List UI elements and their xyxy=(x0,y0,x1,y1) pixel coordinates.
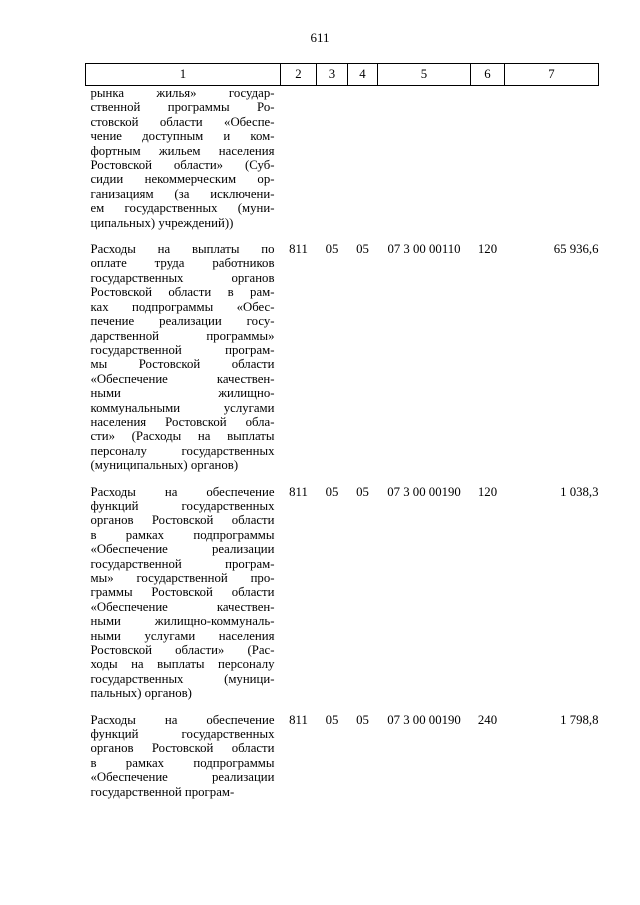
description-line: органов Ростовской области xyxy=(90,741,275,756)
description-line: (муниципальных) органов) xyxy=(90,458,239,473)
expense-type-code xyxy=(471,86,505,243)
description-line: оплате труда работников xyxy=(90,256,275,271)
description-line: мы Ростовской области xyxy=(90,357,275,372)
description-line: ственной программы Ро- xyxy=(90,100,275,115)
expense-type-code: 240 xyxy=(477,712,498,727)
section-code: 05 xyxy=(325,242,339,257)
expense-type-code: 120 xyxy=(477,484,498,499)
ministry-code: 811 xyxy=(289,484,308,499)
description-line: сидии некоммерческим ор- xyxy=(90,172,275,187)
table-row xyxy=(86,485,599,713)
description-line: функций государственных xyxy=(90,727,275,742)
description-line: ными услугами населения xyxy=(90,628,275,643)
description-line: граммы Ростовской области xyxy=(90,585,275,600)
description-line: сти» (Расходы на выплаты xyxy=(90,429,275,444)
target-article-code: 07 3 00 00190 xyxy=(387,712,461,727)
description-line: Расходы на выплаты по xyxy=(90,242,275,257)
target-article-code xyxy=(378,86,471,243)
description-line: «Обеспечение реализации xyxy=(90,770,275,785)
section-code: 05 xyxy=(325,484,339,499)
description-line: государственных (муници- xyxy=(90,671,275,686)
description-line: государственной програм- xyxy=(90,342,275,357)
description-line: печение реализации госу- xyxy=(90,314,275,329)
description-line: в рамках подпрограммы xyxy=(90,755,275,770)
page-number: 611 xyxy=(310,30,330,45)
header-col-7: 7 xyxy=(505,64,599,86)
description-line: государственной програм- xyxy=(90,556,275,571)
description-line: фортным жильем населения xyxy=(90,143,275,158)
header-col-4: 4 xyxy=(348,64,378,86)
header-col-6: 6 xyxy=(471,64,505,86)
description-line: Расходы на обеспечение xyxy=(90,484,275,499)
ministry-code: 811 xyxy=(289,712,308,727)
section-code: 05 xyxy=(325,712,339,727)
description-line: в рамках подпрограммы xyxy=(90,527,275,542)
description-line: ем государственных (муни- xyxy=(90,201,275,216)
description-line: государственной програм- xyxy=(90,784,235,799)
row-description xyxy=(86,86,281,243)
description-line: функций государственных xyxy=(90,498,275,513)
amount: 1 038,3 xyxy=(560,484,599,499)
row-description xyxy=(86,242,281,485)
header-col-2: 2 xyxy=(281,64,317,86)
row-description xyxy=(86,485,281,713)
description-line: органов Ростовской области xyxy=(90,513,275,528)
ministry-code: 811 xyxy=(289,242,308,257)
description-line: ципальных) учреждений)) xyxy=(90,215,234,230)
description-line: ными жилищно- xyxy=(90,386,275,401)
ministry-code xyxy=(281,86,317,243)
description-line: дарственной программы» xyxy=(90,328,275,343)
description-line: персоналу государственных xyxy=(90,443,275,458)
description-line: рынка жилья» государ- xyxy=(90,86,275,100)
table-header-row xyxy=(86,64,599,86)
description-line: Ростовской области» (Рас- xyxy=(90,643,275,658)
table-row xyxy=(86,242,599,485)
description-line: ках подпрограммы «Обес- xyxy=(90,299,275,314)
amount xyxy=(505,86,599,243)
description-line: чение доступным и ком- xyxy=(90,129,275,144)
description-line: Расходы на обеспечение xyxy=(90,712,275,727)
header-col-5: 5 xyxy=(378,64,471,86)
description-line: стовской области «Обеспе- xyxy=(90,114,275,129)
description-line: мы» государственной про- xyxy=(90,571,275,585)
header-col-3: 3 xyxy=(317,64,348,86)
target-article-code: 07 3 00 00110 xyxy=(387,242,461,257)
section-code xyxy=(317,86,348,243)
table-row xyxy=(86,713,599,811)
header-col-1: 1 xyxy=(86,64,281,86)
amount: 1 798,8 xyxy=(560,712,599,727)
description-line: ными жилищно-коммуналь- xyxy=(90,614,275,629)
expense-type-code: 120 xyxy=(477,242,498,257)
amount: 65 936,6 xyxy=(553,242,599,257)
description-line: коммунальными услугами xyxy=(90,400,275,415)
description-line: ганизациям (за исключени- xyxy=(90,186,275,201)
subsection-code: 05 xyxy=(356,484,369,499)
table-row xyxy=(86,86,599,243)
description-line: «Обеспечение качествен- xyxy=(90,371,275,386)
description-line: «Обеспечение качествен- xyxy=(90,599,275,614)
target-article-code: 07 3 00 00190 xyxy=(387,484,461,499)
description-line: государственных органов xyxy=(90,270,275,285)
description-line: Ростовской области» (Суб- xyxy=(90,158,275,173)
table-body xyxy=(86,86,599,812)
row-description xyxy=(86,713,281,811)
subsection-code xyxy=(348,86,378,243)
description-line: пальных) органов) xyxy=(90,686,192,701)
budget-table xyxy=(85,63,599,811)
description-line: ходы на выплаты персоналу xyxy=(90,657,275,672)
description-line: населения Ростовской обла- xyxy=(90,414,275,429)
subsection-code: 05 xyxy=(356,712,369,727)
description-line: Ростовской области в рам- xyxy=(90,285,275,300)
description-line: «Обеспечение реализации xyxy=(90,542,275,557)
subsection-code: 05 xyxy=(356,242,369,257)
